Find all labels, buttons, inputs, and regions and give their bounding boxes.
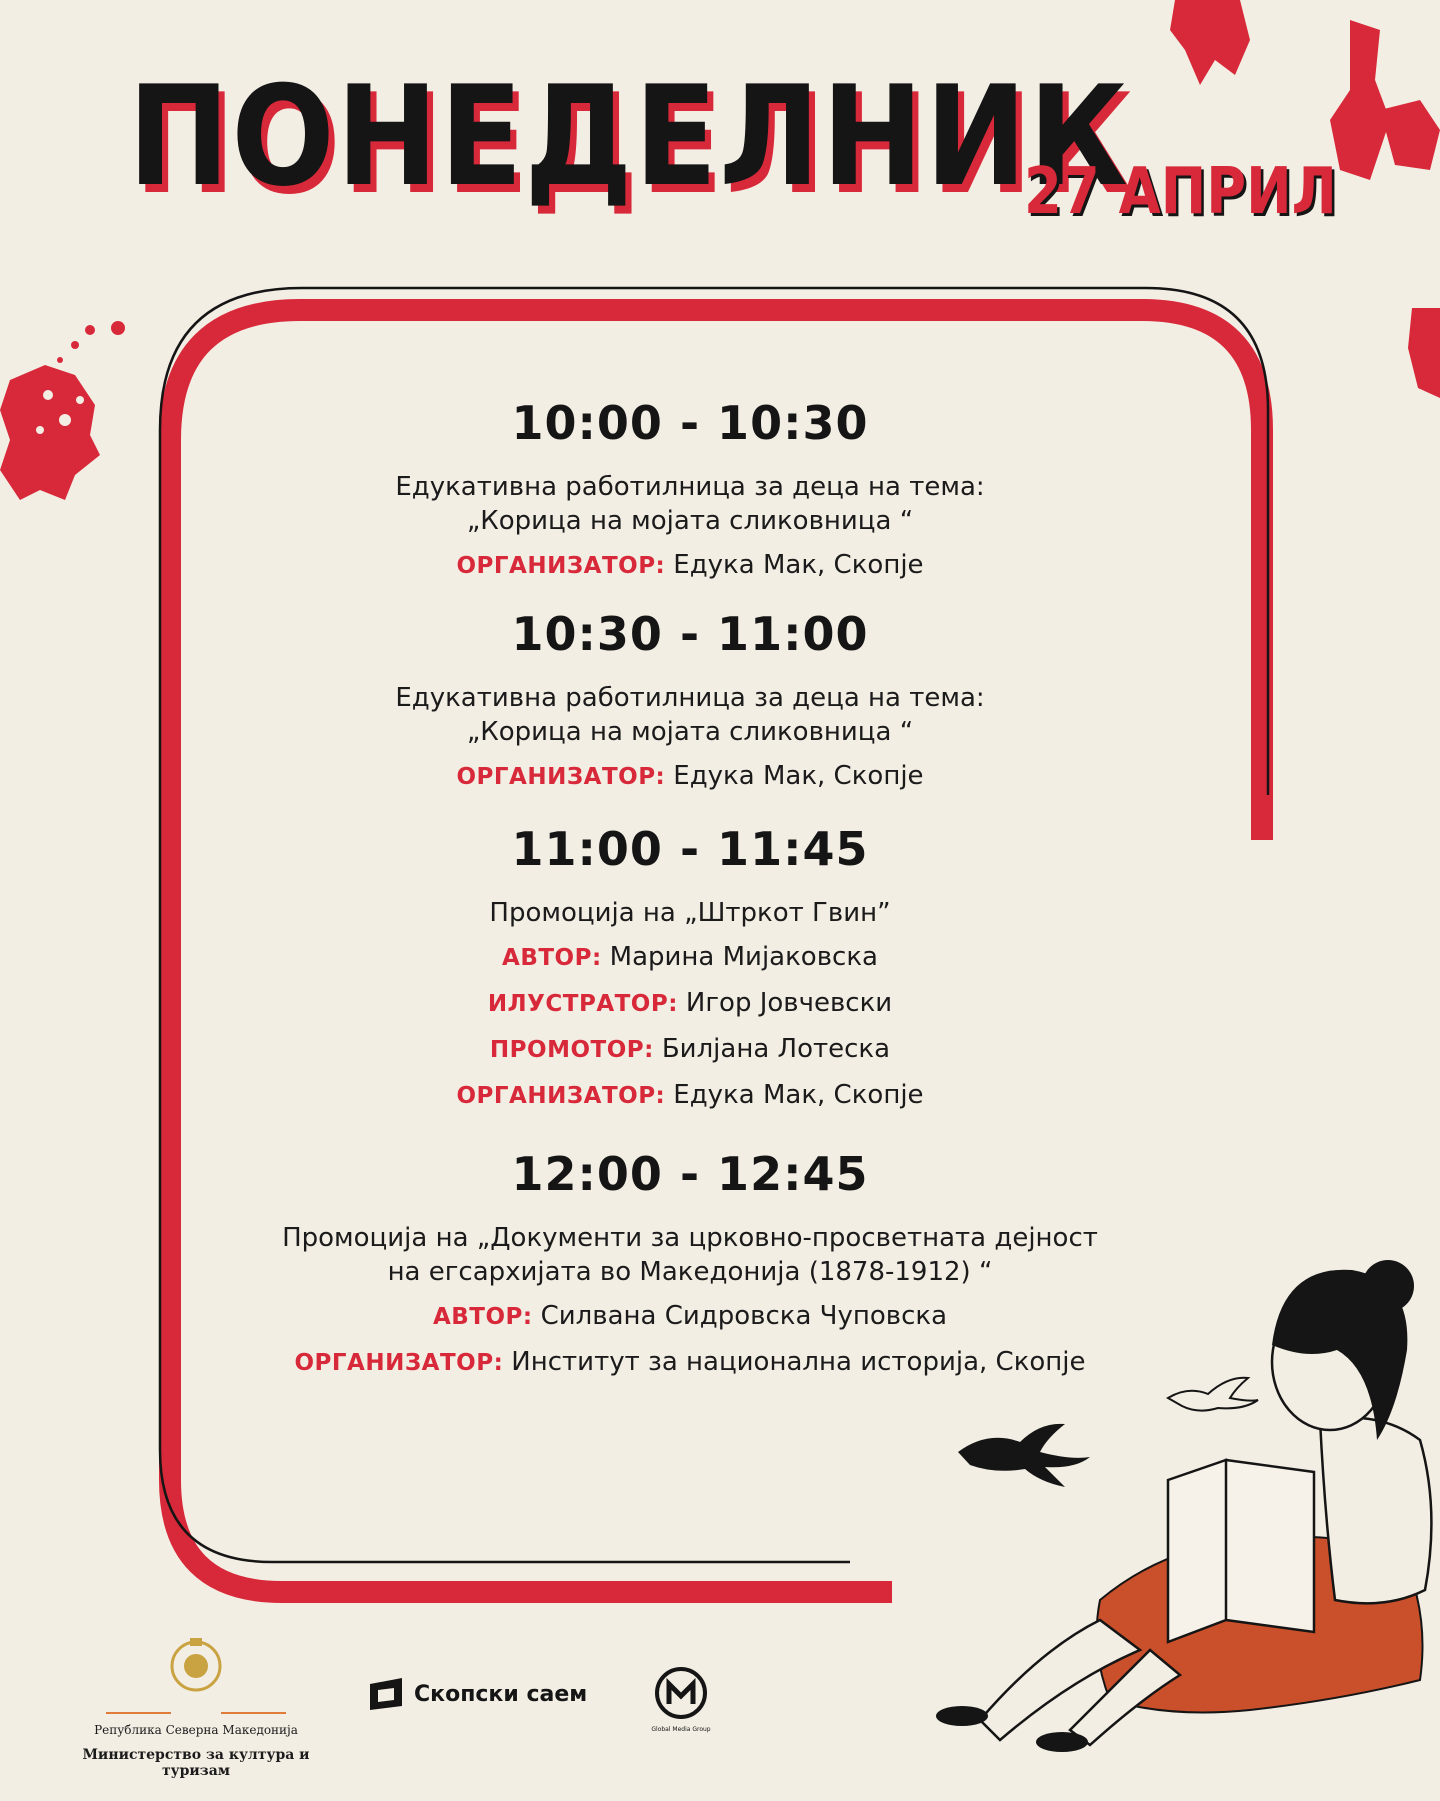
gmg-name: Global Media Group [651,1726,711,1733]
credit-role: ОРГАНИЗАТОР: [456,764,666,790]
slot-time: 12:00 - 12:45 [511,1147,869,1201]
slot-description: Едукативна работилница за деца на тема: „Корица на мојата сликовница “ [395,472,985,536]
black-bird-icon [958,1424,1090,1487]
credit-role: ОРГАНИЗАТОР: [456,553,666,579]
credit-value: Игор Јовчевски [685,988,893,1018]
white-bird-icon [1168,1378,1258,1411]
credit-role: ИЛУСТРАТОР: [487,991,678,1017]
slot-time: 10:00 - 10:30 [511,396,869,450]
credit-value: Институт за национална историја, Скопје [511,1347,1086,1377]
ministry-country: Република Северна Македонија [94,1723,298,1737]
credit-role: ОРГАНИЗАТОР: [294,1350,504,1376]
credit-role: АВТОР: [502,945,602,971]
skopje-fair-name: Скопски саем [414,1681,588,1707]
coat-of-arms-icon [166,1636,226,1696]
credit-role: ПРОМОТОР: [489,1037,654,1063]
credit-role: ОРГАНИЗАТОР: [456,1083,666,1109]
credit-value: Едука Мак, Скопје [673,1080,924,1110]
ministry-divider [66,1711,326,1715]
credit-value: Едука Мак, Скопје [673,761,924,791]
credit-value: Марина Мијаковска [609,942,878,972]
credit-value: Силвана Сидровска Чуповска [540,1301,948,1331]
shoe [936,1706,988,1726]
ministry-name: Министерство за култура и туризам [82,1747,310,1779]
open-book [1168,1460,1314,1642]
gmg-logo [646,1666,716,1733]
day-title: ПОНЕДЕЛНИК [128,56,1130,217]
slot-description: Едукативна работилница за деца на тема: „Корица на мојата сликовница “ [395,683,985,747]
slot-description: Промоција на „Штркот Гвин” [489,898,891,928]
sweater [1320,1418,1431,1604]
credit-value: Билјана Лотеска [661,1034,891,1064]
slot-time: 10:30 - 11:00 [511,607,869,661]
ministry-logo [66,1636,326,1779]
date-label: 27 АПРИЛ [1024,155,1337,229]
skopje-fair-icon [368,1676,404,1712]
gmg-icon [651,1666,711,1720]
slot-description: Промоција на „Документи за црковно-просветната дејност на егсархијата во Македонија (1878-1912) “ [282,1223,1098,1287]
credit-role: АВТОР: [432,1304,533,1330]
skopje-fair-logo [368,1676,587,1712]
hair-bun [1362,1260,1414,1312]
slot-time: 11:00 - 11:45 [511,822,869,876]
credit-value: Едука Мак, Скопје [673,550,924,580]
